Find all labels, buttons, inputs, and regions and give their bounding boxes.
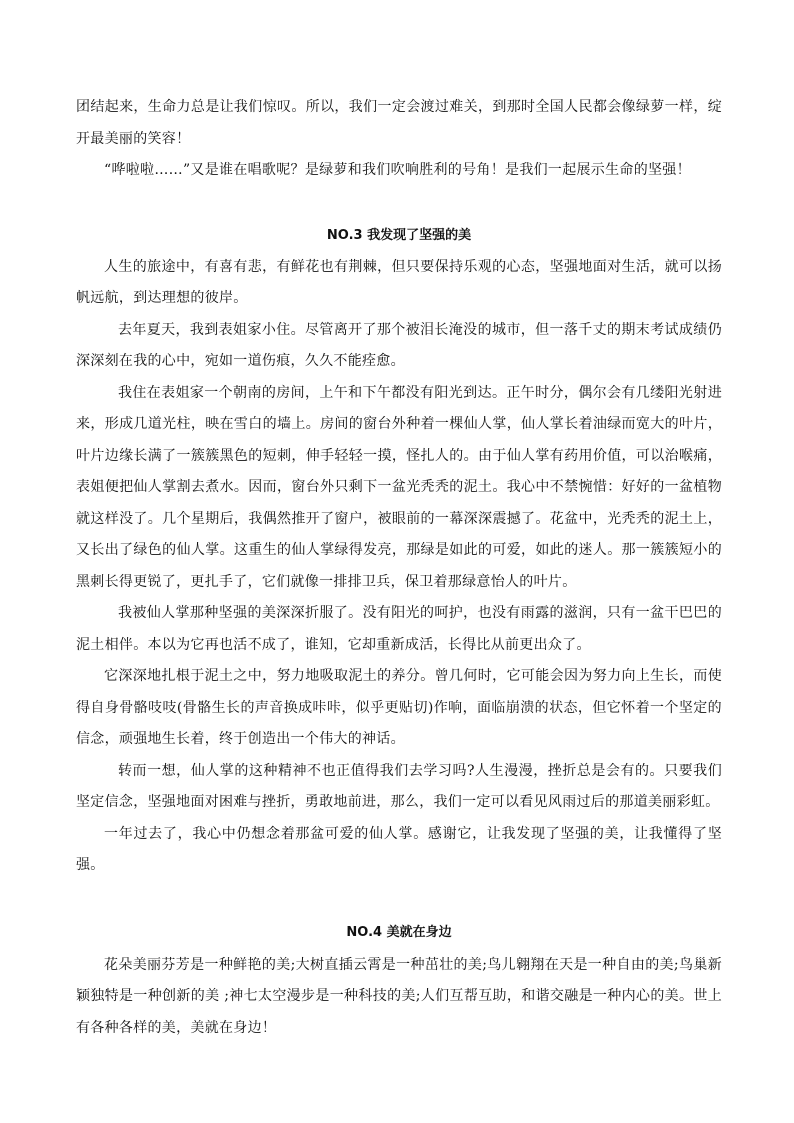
paragraph: 转而一想，仙人掌的这种精神不也正值得我们去学习吗?人生漫漫，挫折总是会有的。只要我们坚定信念，坚强地面对困难与挫折，勇敢地前进，那么，我们一定可以看见风雨过后的那道美丽彩虹。 [76,762,722,810]
section-title: NO.3 我发现了坚强的美 [326,227,472,243]
paragraph: 团结起来，生命力总是让我们惊叹。所以，我们一定会渡过难关，到那时全国人民都会像绿萝一样，绽开最美丽的笑容！ [76,99,722,147]
paragraph: 它深深地扎根于泥土之中，努力地吸取泥土的养分。曾几何时，它可能会因为努力向上生长，而使得自身骨骼吱吱(骨骼生长的声音换成咔咔，似乎更贴切)作响，面临崩溃的状态，但它怀着一个坚定的信念，顽强地生长着，终于创造出一个伟大的神话。 [76,668,722,747]
document-page [76,92,722,1044]
paragraph: 我被仙人掌那种坚强的美深深折服了。没有阳光的呵护，也没有雨露的滋润，只有一盆干巴巴的泥土相伴。本以为它再也活不成了，谁知，它却重新成活，长得比从前更出众了。 [76,605,722,653]
paragraph: “哗啦啦……”又是谁在唱歌呢？是绿萝和我们吹响胜利的号角！是我们一起展示生命的坚强！ [104,162,691,178]
paragraph: 去年夏天，我到表姐家小住。尽管离开了那个被泪长淹没的城市，但一落千丈的期末考试成绩仍深深刻在我的心中，宛如一道伤痕，久久不能痊愈。 [76,321,722,369]
paragraph: 花朵美丽芬芳是一种鲜艳的美;大树直插云霄是一种茁壮的美;鸟儿翱翔在天是一种自由的美;鸟巢新颖独特是一种创新的美 ;神七太空漫步是一种科技的美;人们互帮互助，和谐交融是一种内心的美。世上有各种各样的美，美就在身边！ [76,956,722,1036]
section-title: NO.4 美就在身边 [346,924,452,940]
paragraph: 一年过去了，我心中仍想念着那盆可爱的仙人掌。感谢它，让我发现了坚强的美，让我懂得了坚强。 [76,825,722,873]
paragraph: 我住在表姐家一个朝南的房间，上午和下午都没有阳光到达。正午时分，偶尔会有几缕阳光射进来，形成几道光柱，映在雪白的墙上。房间的窗台外种着一棵仙人掌，仙人掌长着油绿而宽大的叶片，叶片边缘长满了一簇簇黑色的短刺，伸手轻轻一摸，怪扎人的。由于仙人掌有药用价值，可以治喉痛，表姐便把仙人掌割去煮水。因而，窗台外只剩下一盆光秃秃的泥土。我心中不禁惋惜：好好的一盆植物就这样没了。几个星期后，我偶然推开了窗户，被眼前的一幕深深震撼了。花盆中，光秃秃的泥土上，又长出了绿色的仙人掌。这重生的仙人掌绿得发亮，那绿是如此的可爱，如此的迷人。那一簇簇短小的黑刺长得更锐了，更扎手了，它们就像一排排卫兵，保卫着那绿意怡人的叶片。 [76,384,722,590]
paragraph: 人生的旅途中，有喜有悲，有鲜花也有荆棘，但只要保持乐观的心态，坚强地面对生活，就可以扬帆远航，到达理想的彼岸。 [76,258,722,306]
